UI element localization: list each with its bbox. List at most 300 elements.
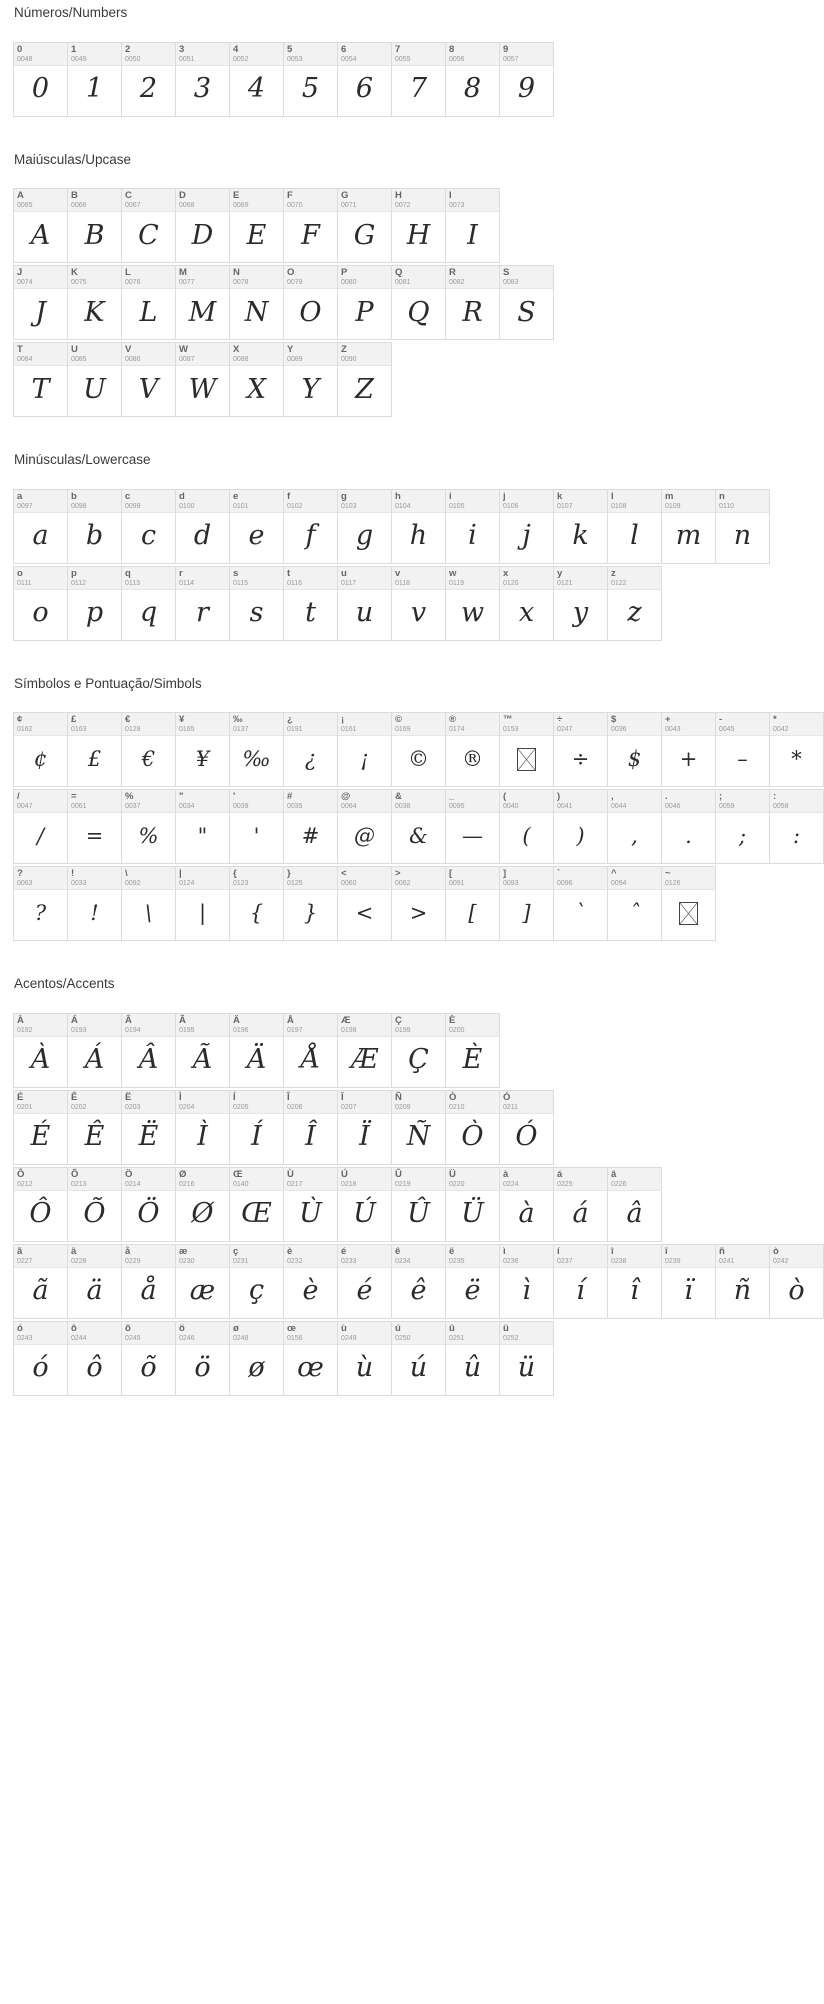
glyph-cell[interactable] [770, 790, 824, 864]
glyph-cell[interactable] [338, 790, 392, 864]
glyph-sample: 3 [193, 73, 212, 104]
glyph-sample: . [685, 823, 692, 848]
glyph-cell[interactable] [122, 1322, 176, 1396]
glyph-cell-header [284, 567, 337, 590]
glyph-code-label: 0090 [341, 356, 357, 363]
glyph-cell[interactable] [338, 1014, 392, 1088]
glyph-cell[interactable] [68, 1245, 122, 1319]
glyph-cell[interactable] [392, 1168, 446, 1242]
glyph-cell[interactable] [608, 713, 662, 787]
glyph-cell-header [770, 790, 823, 813]
glyph-cell[interactable] [122, 867, 176, 941]
glyph-code-label: 0038 [395, 803, 411, 810]
glyph-character-label: D [179, 190, 186, 201]
glyph-cell[interactable] [230, 1322, 284, 1396]
glyph-cell[interactable] [68, 1168, 122, 1242]
glyph-character-label: Æ [341, 1014, 351, 1026]
glyph-cell-header [122, 43, 175, 66]
glyph-code-label: 0039 [233, 803, 249, 810]
glyph-character-label: , [611, 791, 614, 802]
glyph-cell[interactable] [230, 790, 284, 864]
glyph-cell[interactable] [554, 490, 608, 564]
glyph-cell-header [14, 43, 67, 66]
glyph-cell[interactable] [338, 1168, 392, 1242]
glyph-cell[interactable] [338, 266, 392, 340]
glyph-cell[interactable] [230, 343, 284, 417]
glyph-cell[interactable] [608, 790, 662, 864]
glyph-cell[interactable] [608, 490, 662, 564]
glyph-code-label: 0156 [287, 1334, 303, 1342]
glyph-character-label: q [125, 567, 131, 579]
glyph-cell[interactable] [122, 43, 176, 117]
glyph-cell[interactable] [446, 790, 500, 864]
glyph-cell-header [68, 1322, 121, 1345]
glyph-cell[interactable] [392, 490, 446, 564]
glyph-cell[interactable] [284, 266, 338, 340]
glyph-sample: B [84, 219, 105, 251]
glyph-cell[interactable] [284, 1245, 338, 1319]
glyph-cell[interactable] [284, 1322, 338, 1396]
glyph-sample: å [140, 1275, 157, 1306]
glyph-cell[interactable] [284, 867, 338, 941]
glyph-sample: ( [522, 823, 531, 848]
glyph-sample: £ [87, 746, 102, 771]
glyph-cell[interactable] [122, 790, 176, 864]
glyph-code-label: 0098 [71, 502, 87, 510]
glyph-cell[interactable] [68, 43, 122, 117]
glyph-cell[interactable] [122, 266, 176, 340]
glyph-sample: Ø [191, 1198, 214, 1229]
glyph-cell[interactable] [122, 1014, 176, 1088]
glyph-cell[interactable] [338, 1322, 392, 1396]
glyph-cell[interactable] [176, 1322, 230, 1396]
glyph-cell[interactable] [14, 189, 68, 263]
glyph-cell[interactable] [230, 1091, 284, 1165]
glyph-cell[interactable] [14, 567, 68, 641]
glyph-cell[interactable] [662, 490, 716, 564]
glyph-cell[interactable] [230, 1168, 284, 1242]
glyph-cell[interactable] [14, 713, 68, 787]
glyph-cell[interactable] [500, 266, 554, 340]
glyph-code-label: 0113 [125, 579, 141, 587]
glyph-cell[interactable] [176, 343, 230, 417]
glyph-cell[interactable] [176, 790, 230, 864]
glyph-cell[interactable] [446, 1322, 500, 1396]
glyph-character-label: $ [611, 714, 617, 725]
glyph-cell-header [68, 189, 121, 212]
glyph-character-label: Ò [449, 1091, 457, 1103]
glyph-cell-header [176, 567, 229, 590]
glyph-code-label: 0068 [179, 202, 195, 209]
glyph-code-label: 0232 [287, 1257, 303, 1265]
glyph-cell[interactable] [500, 1168, 554, 1242]
glyph-cell[interactable] [122, 713, 176, 787]
glyph-cell[interactable] [338, 713, 392, 787]
glyph-cell[interactable] [392, 189, 446, 263]
glyph-cell[interactable] [608, 867, 662, 941]
glyph-cell[interactable] [716, 1245, 770, 1319]
glyph-cell[interactable] [122, 567, 176, 641]
glyph-cell[interactable] [392, 567, 446, 641]
glyph-cell[interactable] [392, 867, 446, 941]
glyph-cell-header [716, 713, 769, 736]
glyph-cell[interactable] [68, 1091, 122, 1165]
glyph-code-label: 0108 [611, 502, 627, 510]
glyph-cell[interactable] [14, 1168, 68, 1242]
glyph-character-label: + [665, 714, 671, 725]
glyph-cell[interactable] [284, 1091, 338, 1165]
glyph-character-label: Ì [179, 1091, 182, 1103]
glyph-sample: Ê [84, 1121, 105, 1152]
glyph-cell[interactable] [122, 1245, 176, 1319]
glyph-cell[interactable] [176, 1014, 230, 1088]
glyph-code-label: 0250 [395, 1334, 411, 1342]
glyph-cell[interactable] [392, 1322, 446, 1396]
glyph-cell[interactable] [608, 1245, 662, 1319]
glyph-cell[interactable] [230, 1245, 284, 1319]
glyph-cell[interactable] [284, 790, 338, 864]
glyph-cell[interactable] [500, 1091, 554, 1165]
glyph-cell-header [338, 1168, 391, 1191]
glyph-sample: ë [464, 1275, 481, 1306]
glyph-cell[interactable] [68, 266, 122, 340]
glyph-cell[interactable] [14, 1322, 68, 1396]
glyph-cell[interactable] [176, 713, 230, 787]
glyph-cell[interactable] [284, 343, 338, 417]
glyph-code-label: 0203 [125, 1103, 141, 1111]
glyph-cell[interactable] [446, 567, 500, 641]
section-title-spacer [0, 20, 661, 42]
glyph-sample: b [85, 520, 104, 551]
glyph-cell[interactable] [176, 567, 230, 641]
glyph-cell[interactable] [446, 1168, 500, 1242]
glyph-cell[interactable] [716, 713, 770, 787]
glyph-cell[interactable] [284, 490, 338, 564]
glyph-code-label: 0243 [17, 1334, 33, 1342]
glyph-cell[interactable] [554, 790, 608, 864]
glyph-character-label: è [287, 1245, 293, 1257]
glyph-cell[interactable] [338, 1091, 392, 1165]
glyph-character-label: V [125, 344, 132, 355]
glyph-cell[interactable] [554, 567, 608, 641]
glyph-cell[interactable] [14, 1091, 68, 1165]
glyph-code-label: 0207 [341, 1103, 357, 1111]
glyph-code-label: 0084 [17, 356, 33, 363]
glyph-cell[interactable] [176, 490, 230, 564]
glyph-cell[interactable] [284, 43, 338, 117]
glyph-cell-header [500, 1245, 553, 1268]
glyph-cell-header [554, 867, 607, 890]
glyph-cell[interactable] [446, 43, 500, 117]
glyph-cell[interactable] [446, 490, 500, 564]
glyph-cell[interactable] [122, 490, 176, 564]
glyph-code-label: 0064 [341, 803, 357, 810]
glyph-sample: O [299, 296, 322, 328]
glyph-character-label: L [125, 267, 131, 278]
glyph-cell[interactable] [230, 1014, 284, 1088]
glyph-cell[interactable] [500, 867, 554, 941]
glyph-cell-header [446, 790, 499, 813]
glyph-cell[interactable] [446, 1014, 500, 1088]
glyph-sample: Ì [197, 1121, 208, 1152]
glyph-code-label: 0088 [233, 356, 249, 363]
glyph-cell-header [284, 790, 337, 813]
glyph-row [13, 489, 770, 564]
glyph-sample: E [246, 219, 267, 251]
glyph-cell[interactable] [176, 1091, 230, 1165]
glyph-sample: G [353, 219, 376, 251]
glyph-cell[interactable] [500, 790, 554, 864]
glyph-character-label: E [233, 190, 240, 201]
section-spacer [0, 643, 661, 677]
glyph-cell-header [608, 1168, 661, 1191]
glyph-cell[interactable] [392, 43, 446, 117]
glyph-character-label: ¢ [17, 714, 23, 725]
glyph-sample: È [462, 1044, 483, 1075]
glyph-code-label: 0055 [395, 55, 411, 63]
glyph-cell[interactable] [338, 490, 392, 564]
glyph-code-label: 0237 [557, 1257, 573, 1265]
glyph-character-label: 7 [395, 43, 401, 55]
glyph-cell[interactable] [176, 867, 230, 941]
glyph-character-label: ö [179, 1322, 185, 1334]
glyph-cell-header [392, 790, 445, 813]
glyph-cell[interactable] [500, 1245, 554, 1319]
glyph-character-label: Û [395, 1168, 402, 1180]
glyph-sample: 5 [301, 73, 320, 104]
glyph-cell[interactable] [338, 189, 392, 263]
glyph-cell[interactable] [68, 343, 122, 417]
glyph-cell[interactable] [176, 43, 230, 117]
glyph-cell-header [176, 790, 229, 813]
glyph-character-label: @ [341, 791, 351, 802]
glyph-character-label: ã [17, 1245, 23, 1257]
glyph-code-label: 0071 [341, 202, 357, 209]
glyph-cell[interactable] [338, 343, 392, 417]
glyph-sample: Y [301, 373, 320, 405]
glyph-cell[interactable] [14, 266, 68, 340]
glyph-cell[interactable] [14, 790, 68, 864]
glyph-cell-header [554, 1245, 607, 1268]
glyph-cell[interactable] [716, 790, 770, 864]
glyph-cell-header [122, 790, 175, 813]
glyph-cell[interactable] [230, 567, 284, 641]
glyph-code-label: 0034 [179, 803, 195, 810]
glyph-cell[interactable] [446, 266, 500, 340]
glyph-cell[interactable] [68, 490, 122, 564]
glyph-cell[interactable] [68, 867, 122, 941]
glyph-cell[interactable] [662, 790, 716, 864]
glyph-character-label: n [719, 490, 725, 502]
glyph-sample: É [30, 1121, 51, 1152]
glyph-cell[interactable] [446, 713, 500, 787]
glyph-cell[interactable] [284, 1168, 338, 1242]
glyph-cell[interactable] [554, 713, 608, 787]
glyph-sample: ; [738, 823, 747, 848]
glyph-cell[interactable] [500, 1322, 554, 1396]
glyph-character-label: Z [341, 344, 347, 355]
glyph-character-label: Ê [71, 1091, 78, 1103]
glyph-cell[interactable] [500, 43, 554, 117]
glyph-sample: Ä [246, 1044, 267, 1075]
glyph-cell[interactable] [446, 1091, 500, 1165]
glyph-cell-header [68, 1091, 121, 1114]
glyph-cell[interactable] [14, 343, 68, 417]
glyph-cell[interactable] [230, 189, 284, 263]
glyph-cell[interactable] [554, 1245, 608, 1319]
glyph-cell[interactable] [122, 189, 176, 263]
glyph-code-label: 0086 [125, 356, 141, 363]
glyph-cell[interactable] [392, 713, 446, 787]
glyph-cell[interactable] [284, 567, 338, 641]
glyph-cell[interactable] [68, 790, 122, 864]
glyph-code-label: 0121 [557, 579, 573, 587]
glyph-cell[interactable] [338, 43, 392, 117]
glyph-cell[interactable] [392, 1091, 446, 1165]
glyph-cell[interactable] [338, 1245, 392, 1319]
glyph-cell[interactable] [14, 1014, 68, 1088]
glyph-cell[interactable] [68, 1014, 122, 1088]
glyph-sample: K [84, 296, 105, 328]
glyph-sample: $ [627, 746, 642, 771]
glyph-cell[interactable] [230, 43, 284, 117]
glyph-cell[interactable] [500, 567, 554, 641]
glyph-character-label: 1 [71, 43, 77, 55]
glyph-character-label: ? [17, 868, 23, 879]
glyph-cell[interactable] [68, 567, 122, 641]
glyph-cell[interactable] [608, 567, 662, 641]
glyph-cell-header [662, 490, 715, 513]
glyph-cell[interactable] [68, 1322, 122, 1396]
glyph-character-label: p [71, 567, 77, 579]
section-title: Maiúsculas/Upcase [14, 151, 132, 167]
glyph-cell[interactable] [14, 1245, 68, 1319]
glyph-cell-header [500, 1091, 553, 1114]
glyph-cell[interactable] [392, 266, 446, 340]
glyph-character-label: 2 [125, 43, 131, 55]
glyph-cell[interactable] [122, 343, 176, 417]
glyph-sample: œ [297, 1352, 324, 1383]
glyph-cell[interactable] [230, 713, 284, 787]
glyph-sample: N [244, 296, 269, 328]
glyph-cell-header [392, 490, 445, 513]
glyph-sample: V [138, 373, 159, 405]
glyph-cell-header [122, 1014, 175, 1037]
glyph-sample: , [631, 823, 638, 848]
glyph-cell[interactable] [338, 567, 392, 641]
glyph-character-label: â [611, 1168, 617, 1180]
glyph-cell[interactable] [68, 713, 122, 787]
glyph-sample: ¿ [304, 746, 317, 771]
glyph-cell[interactable] [500, 713, 554, 787]
glyph-cell[interactable] [284, 189, 338, 263]
glyph-sample: à [518, 1198, 535, 1229]
glyph-code-label: 0080 [341, 279, 357, 286]
glyph-cell-header [176, 1091, 229, 1114]
glyph-cell[interactable] [662, 1245, 716, 1319]
glyph-cell-header [14, 1322, 67, 1345]
glyph-cell[interactable] [716, 490, 770, 564]
glyph-cell[interactable] [230, 490, 284, 564]
glyph-code-label: 0233 [341, 1257, 357, 1265]
glyph-cell-header [446, 1245, 499, 1268]
glyph-code-label: 0096 [557, 880, 573, 887]
glyph-cell[interactable] [14, 43, 68, 117]
glyph-code-label: 0103 [341, 502, 357, 510]
glyph-cell[interactable] [446, 1245, 500, 1319]
glyph-code-label: 0225 [557, 1180, 573, 1188]
glyph-cell[interactable] [392, 1245, 446, 1319]
glyph-code-label: 0212 [17, 1180, 33, 1188]
glyph-cell[interactable] [284, 1014, 338, 1088]
glyph-cell[interactable] [68, 189, 122, 263]
glyph-cell[interactable] [176, 266, 230, 340]
glyph-cell[interactable] [770, 713, 824, 787]
glyph-cell[interactable] [662, 713, 716, 787]
glyph-sample: W [188, 373, 217, 405]
glyph-cell-header [446, 1091, 499, 1114]
glyph-sample: v [410, 597, 427, 628]
missing-glyph-box [500, 736, 553, 786]
glyph-sample: a [32, 520, 49, 551]
glyph-cell[interactable] [608, 1168, 662, 1242]
glyph-cell[interactable] [446, 189, 500, 263]
glyph-cell[interactable] [338, 867, 392, 941]
glyph-character-label: 5 [287, 43, 293, 55]
section-title-spacer [0, 467, 661, 489]
glyph-cell[interactable] [230, 867, 284, 941]
glyph-cell[interactable] [446, 867, 500, 941]
glyph-cell[interactable] [176, 189, 230, 263]
glyph-code-label: 0216 [179, 1180, 195, 1188]
glyph-cell[interactable] [554, 867, 608, 941]
glyph-cell[interactable] [770, 1245, 824, 1319]
glyph-character-label: ú [395, 1322, 401, 1334]
glyph-cell[interactable] [284, 713, 338, 787]
glyph-character-label: F [287, 190, 293, 201]
glyph-cell[interactable] [122, 1091, 176, 1165]
glyph-cell[interactable] [392, 1014, 446, 1088]
glyph-character-label: z [611, 567, 616, 579]
glyph-character-label: Â [125, 1014, 132, 1026]
glyph-cell[interactable] [176, 1245, 230, 1319]
glyph-cell[interactable] [554, 1168, 608, 1242]
glyph-sample: ú [409, 1352, 428, 1383]
glyph-cell[interactable] [176, 1168, 230, 1242]
glyph-character-label: Y [287, 344, 294, 355]
glyph-cell[interactable] [14, 490, 68, 564]
glyph-cell[interactable] [500, 490, 554, 564]
glyph-cell[interactable] [122, 1168, 176, 1242]
glyph-cell-header [122, 189, 175, 212]
glyph-code-label: 0209 [395, 1103, 411, 1111]
glyph-character-label: o [17, 567, 23, 579]
glyph-cell-header [14, 1245, 67, 1268]
glyph-cell[interactable] [662, 867, 716, 941]
glyph-cell-header [338, 343, 391, 366]
glyph-character-label: \ [125, 868, 128, 879]
glyph-character-label: i [449, 490, 452, 502]
glyph-cell[interactable] [14, 867, 68, 941]
glyph-section [0, 6, 661, 153]
glyph-sample: Ú [353, 1198, 376, 1229]
glyph-sample: À [30, 1044, 51, 1075]
glyph-character-label: í [557, 1245, 560, 1257]
glyph-sample: F [301, 219, 320, 251]
glyph-cell-header [230, 1014, 283, 1037]
glyph-cell[interactable] [230, 266, 284, 340]
glyph-cell[interactable] [392, 790, 446, 864]
